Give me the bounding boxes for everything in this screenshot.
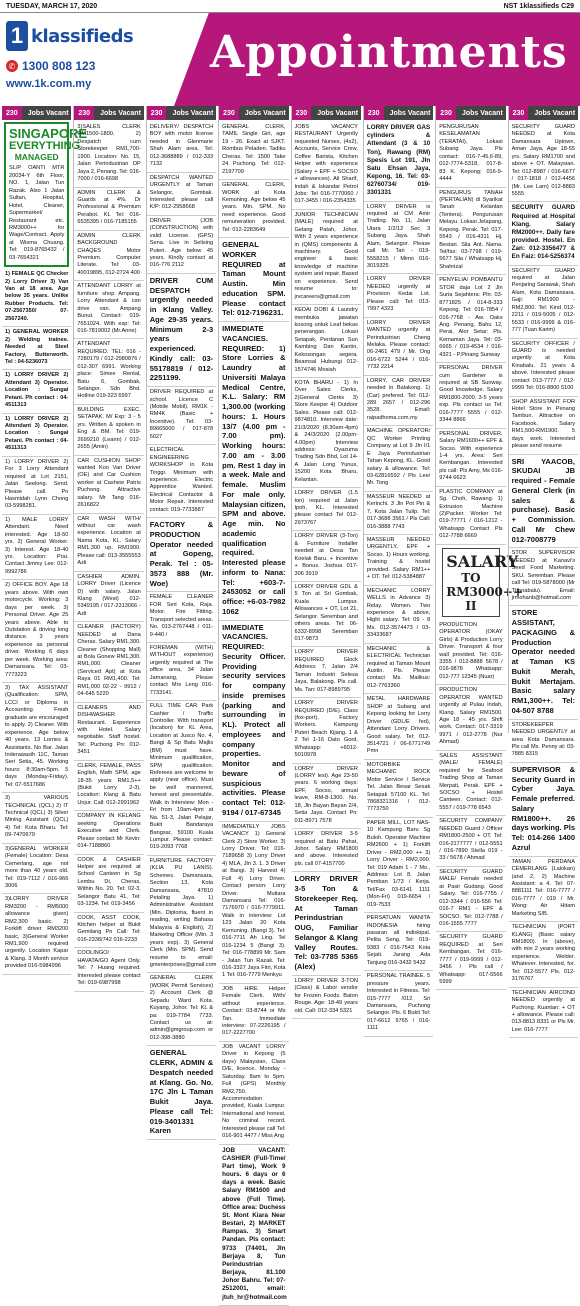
classified-ad <box>74 188 143 231</box>
classified-ad <box>147 122 216 173</box>
ad-headline: SECURITY GUARD Required at Hospital Klang. Salary RM2000++. Daily fare provided. Hostel. En Zan: 012-3356477 & En Faiz: 014-5256374 <box>511 204 575 261</box>
ad-text: SL/P OANTI MTR 20034-Y 6th Floor, NO. 1, Jalan Tun Razak. Also 1 Jalan Sultan, Hospital, Hotel, Cleaner, Supermarket/ Restaurant etc. RM3000++ for Wage/Contract. Apply at Wisma Chuang. Tel: 019-8765432 / 03-7654321 <box>9 165 65 261</box>
ad-text: SALES ASSISTANT (MALE/ FEMALE) required for Seafood Trading Shop at Taman Merpati, Perak. EPF + SOCSO + Hostel Canteen. Contact: 012-5557 / 019-778 6543 <box>439 752 503 811</box>
section-title: Appointments <box>210 27 568 78</box>
salary-amount: TO RM3000++ II <box>446 570 524 613</box>
classified-ad <box>436 275 505 363</box>
category-number: 230 <box>2 106 22 120</box>
classified-ad <box>509 720 578 763</box>
category-number: 230 <box>74 106 94 120</box>
classified-ad <box>74 761 143 812</box>
phone-icon: ✆ <box>6 60 18 72</box>
classified-ad <box>509 266 578 339</box>
classified-ad <box>147 216 216 274</box>
issue-date: TUESDAY, MARCH 17, 2020 <box>6 2 98 10</box>
classified-ad <box>2 844 71 895</box>
classified-ad <box>364 913 433 971</box>
ad-text: STOR SUPERVISOR NEEDED at Kanavi's Seed Food Marketing. SKU. Seremban. Please call Tel: 019-5878000 (Mr Thanabalu). Email: jrmohanb@hotmail.com <box>511 550 575 602</box>
ad-text: PERSONAL DRIVER. Salary RM1600++ EPF & Socso. With experience 1-4 yrs. Area: Seri Kembangan. Interested pls call: Pls Amy, Ms 016-9744 6623 <box>439 430 503 482</box>
ad-headline: JOB VACANT: CASHIER (Full-Time/ Part time), Work 9 hours. 6 days or 6 days a week. Basic Salary RM1600 and above (Full Time). Office area: Duchess St. Mont Kiara Near Bestari, 2) MARKET Rampas. 3) Smart Pandan. Pls contact: 9733 (74401, Jln Berjaya 8, Tun Perindustrian Berjaya, 81.100 Johor Bahru. Tel: 07-2512001, email: jtuh_hr@hotmail.com <box>222 1146 287 1301</box>
ad-text: LORRY DRIVER (3-Ton) & Furniture Installer needed at Desa Tan Koelak Baru. + Incentive + Bonus. Joshua 017-306 3919 <box>294 533 358 577</box>
ad-text: ELECTRICAL ENGINEERING WORKSHOP in Kota Tinggi. Minimum with experience. Electric Apprentice Wanted. Electrical Contactor & Motor Repair. Interested contact: 019-7733887 <box>149 447 214 513</box>
ad-headline: FACTORY & PRODUCTION Operator needed at Gopeng, Perak. Tel : 05-3573 888 (Mr. Woe) <box>149 520 214 588</box>
ad-text: JOB VACANT LORRY Driver in Kepong (5 days) Malaysian, Class D/E, licence. Monday - Saturday. 8am to 5pm. Full (GPS) Monthly RM2,750. Accommodation provided, Kuala Lumpur. International and honest. No criminal record. Interested please call Tel: 016-901 4477 / Miss Ang <box>222 1043 286 1140</box>
classified-ad <box>509 857 578 923</box>
ad-text: ATTENDANT LORRY at furniture shop Ampang. Lorry Attendant & can drive van. Ampang Bunut. Contact: 019-7651024. With exp: Tel: 016-7819002 (Mr.Anne) <box>77 283 141 334</box>
ad-text: 1) MALE LORRY Attendant. Need interested. Age 18-50 yrs. 2) General Worker. 3) Interest. Age 18-40 yrs. Location: Prai. Contact Jimmy Lee: 012-9992786 <box>5 516 69 575</box>
classified-ad <box>292 764 361 830</box>
classified-ad <box>74 514 143 572</box>
classified-ad <box>147 274 216 387</box>
classified-ad <box>436 685 505 751</box>
ad-column <box>508 106 578 1033</box>
ad-text: COMPANY IN KELANG seeking Operations Executive and Clerk. Please contact Mr Kevin: 014-7188860 <box>77 813 141 850</box>
classified-ad <box>74 572 143 623</box>
featured-ad-heading: MANAGED <box>14 152 59 163</box>
ad-text: PENGURUS TANAH (PERTALIAN) di Syarikat Tanah Kelantan (Tentera). Pengurusan Melayu. Lokasi Jelapang, Kepong. Perak. Tel: 017-5543 / 016-4311 Hj. Bestari. Sila Ant. Nama. Tel/fax: 03-7798 / 019-5677 Sila / Whatsapp Hj. Shahrizal <box>439 189 503 270</box>
classified-ad <box>219 180 288 238</box>
ad-text: FEMALE CLEANER FOR Seri Kota, Raja. Motor. Fire Fitting. Transport selected areas. No. 013-2767448 / 011-9-440 / <box>149 594 214 638</box>
classified-ad <box>364 426 433 492</box>
classified-ad <box>292 872 361 976</box>
classified-ad <box>219 322 288 621</box>
classified-ad <box>436 487 505 545</box>
ad-headline: 1) LORRY DRIVER 2) Attendant 3) Operator. Location : Sungai Petani. Ph contact : 04-4511313 <box>5 372 69 409</box>
classified-ad <box>364 694 433 760</box>
classified-ad <box>219 238 288 322</box>
classified-ad <box>147 445 216 518</box>
ad-headline: IMMEDIATE VACANCIES. REQUIRED: 1) Store Lorries & Laundry at Universiti Malaya Medical Centre, K.L. Salary: RM 1,300.00 (working hours: 1. Hours 13/7 (4.00 pm - 7.00 pm). Working hours: 7.00 am - 3.00 pm. Rest 1 day in a week. Male and female. Muslim For male only. Malaysian citizen, SPM and above. Age min. No academic qualification required. Interested please inform to Nana: Tel: +603-7-2453052 or call office: +6-03-7982 1062 <box>222 324 286 616</box>
classified-ad <box>74 913 143 949</box>
ad-column <box>363 106 433 1032</box>
classified-ad <box>147 643 216 701</box>
classified-ad <box>74 405 143 456</box>
ad-text: PERSONAL TRAINEE. 5 pressure years. Interested in Fitness. Tel: 015-7777 /012 Sri Damansara, Puchong Selangor. Pls. 6 Bukit Tel: 017-6612 9765 / 016-1111 <box>366 973 431 1032</box>
classified-ad <box>147 173 216 216</box>
ad-headline: 1) GENERAL WORKER 2) Welding trainee. Needed at Steel Factory, Butterworth. Tel : 04-5236073 <box>5 329 69 365</box>
classified-ad <box>74 948 143 991</box>
ad-text: SHOP ASSISTANT FOR Hotel Store in Penang Tambun. Attractive on Facebook. Salary RM1,500-RM1900. 5 days work. Interested please send resume <box>511 398 575 450</box>
ad-column <box>435 106 524 985</box>
classified-ad <box>2 793 71 844</box>
ad-text: GENERAL CLERK (WORK Permit Services) 2) Account Clerk @ Sepadu Ward Kota. Kuyang, Johor. Tel: KL & pa: 019-7784 7733. Contact us at: admin@gmgroup.com or 012-398-3880 <box>149 975 214 1041</box>
ad-text: LORRY DRIVER 3-5 required at Batu Pahat, Johor. Salary RM1800 and above. Interested pls. call 07-4157700 <box>294 831 358 867</box>
page-reference: NST 1klassifieds C29 <box>503 2 574 10</box>
logo-wordmark: klassifieds <box>31 25 134 47</box>
classified-ad <box>219 1042 288 1145</box>
ad-text: PLASTIC COMPANY at Sg. Choh, Rawang. 1) Extrusion Machine (2)Packer. Worker Tel: 019-77771 / 016-1212 - Whatsapp Contact Pls 012-7788 6669 <box>439 488 503 540</box>
category-number: 230 <box>219 106 239 120</box>
ad-text: TECHNICIAN (PORT KLANG) (Basic salary RM1800). In (above), with min 2 years working experience. Welder. Whatever. Interested, for. Tel: 012-5577 Pls. 012-3176767 <box>511 924 575 983</box>
classified-ad <box>509 606 578 719</box>
classified-ad <box>292 647 361 698</box>
classified-ad <box>292 829 361 872</box>
classified-ad <box>364 318 433 376</box>
ad-text: METAL HARDWARE SHOP at Subang and Kepong looking for Lorry Driver (GDL/E fed), Attendant Lorry Drivers. Good salary. Tel: 012-3514721 / 06-6771749 Pmn <box>366 696 431 755</box>
classified-ad <box>147 973 216 1046</box>
classified-ad <box>147 1046 216 1140</box>
ad-text: SECURITY GUARD REQUIRED at Seri Kembangan. Tel: 016-7777 / 019-9999 / 012-3456 / Pls call / Whatsapp: 017-5566 5999 <box>439 934 503 985</box>
ad-column <box>73 106 143 987</box>
ad-text: PENGURUSAN KESELAMATAN (TERATAI), Lokasi Subang Jaya. Pls contact: 016-7-45,6-89, 012-7774-5318, 017-8-83 K. Kepong: 016-9-4444 <box>439 124 503 183</box>
classified-ad <box>2 414 71 457</box>
ad-text: PAPER MILL, LOT NAS-10 Kampung Baru Sg Buloh. Operator Machine RM2600 + 1) Forklift Driver - RM2,000 ++ 3) Lorry Driver - RM2,000. Tel: 019 Adam 1 - 7 Mo., Address: Lot 8, Jalan Pemban 1/73 / Kerja. Tel/Fax 03-6141 1111 (Mon-Fri) 019-6654 / 019-7533 <box>366 819 431 908</box>
ad-headline: 1) LORRY DRIVER 2) Attendant 3) Operator. Location : Sungai Petani. Ph contact : 04-4511313 <box>5 415 69 452</box>
ad-text: BUILDING EXEC. SETAPAK. M/ Exp: 3 - 5 yrs. Written & spoken in Eng & BM. Tel: 019-2699210 (Leann) / 012-2655 (Amin) <box>77 406 141 451</box>
ad-column <box>218 106 288 1301</box>
classified-ad <box>2 370 71 413</box>
classified-ad <box>436 867 505 933</box>
ad-text: JOBS VACANCY RESTAURANT Urgently requested Nurses, (4x2), Accounts, Service Crew, Coffee Barista, Kitchen Helper with experience (Salary + EPF + SOCSO + allowances). Ali Sharif, Indah & Iskandar Petrol Jobs: Tel 016-7770060 / 017-3455 / 016-2354335 <box>294 124 358 205</box>
classified-ad <box>2 683 71 793</box>
ad-text: DRIVER REQUIRED at school. Licence C (Mobile Mobil). RM1K - RM4K (Basic + Incentive). Tel: 03-89665000 / 017-878 5027 <box>149 389 214 440</box>
ad-text: LORRY DRIVER 3-TON (Class) & Labor vendor for Frozen Foods. Baton Rouge. Age: 18-49 years old. Call: 012-334 5321 <box>294 977 358 1014</box>
salary-heading: SALARY <box>446 551 519 571</box>
classified-ad <box>364 818 433 913</box>
classified-ad <box>74 622 143 702</box>
classified-ad <box>364 760 433 818</box>
ad-text: LORRY DRIVER (1.5 ton) required at Jalan Ipoh, KL. Interested please contact Tel 012-2973767 <box>294 490 358 526</box>
ad-column <box>2 106 88 970</box>
classified-ad <box>74 855 143 913</box>
ad-text: FOREMAN (WITH) WITHOUT experience) urgently required at The office area, 34 Jalan Jamanang, Please contact Mrs Leng 016-7733141. <box>149 645 214 696</box>
ad-column <box>146 106 217 1136</box>
ad-text: CASHIER ADMIN. LORRY Driver (Licence D) with salary. Jalan Klang (West) 012-5349195 / 017-2313066 - Azli <box>77 573 141 617</box>
classified-ad <box>2 515 71 581</box>
category-number: 230 <box>436 106 456 120</box>
column-header <box>74 106 143 120</box>
logo-digit: 1 <box>6 21 28 51</box>
ad-text: SECURITY GUARD MALE/ Female needed at Pasir Gudang. Good Salary. Tel: 016-7755 / 012-3344 / 016-556 Tel: 016-7 RM1 - EPF & SOCSO. Tel: 012-7788 / 016-1555 7777 <box>439 868 503 927</box>
ad-text: LORRY DRIVER NEEDED urgently at Provision Kedai Lot. Please call: Tel: 013-7997 4323 <box>366 276 431 313</box>
classified-ad <box>74 122 143 188</box>
classified-ad <box>436 188 505 276</box>
ad-text: SECURITY COMPANY NEEDED Guard / Officer RM1800-2500 + OT. Tel: 016-2177777 / 012-5551 / 016-7890 Stella 019 - 33 / 5678 / Ahmad <box>439 818 503 862</box>
section-banner <box>0 13 580 106</box>
classified-ad <box>436 932 505 990</box>
featured-ad <box>4 122 88 267</box>
ad-text: FURNITURE FACTORY (KLIA PU LANIS). Schemes. Damansara, Section 13, Kota Damansara, 47810 Petaling Jaya. 1) Administrative Assistant (Min. Diploma, fluent in reading, writing Bahasa Malaysia & English), 2) Marketing Officer (Min. 3 years exp). 3) General Clerk (Min. SPM). Send resume to email: gmenterprises@gmail.com <box>149 857 217 968</box>
page-header-strip <box>0 0 580 13</box>
ad-text: TAMAN PERDANA CEMERLANG (Lalokan) (and 2, 2) Machine Assistant: a 4. Tel: 07-8881111 Tel: 016-7777 / 016-7777 / 019 / Mr. Wong: Air Hitam Marketing S/B. <box>511 858 575 917</box>
classified-ad <box>292 698 361 764</box>
classified-ad <box>74 811 143 854</box>
brand-logo[interactable] <box>6 21 176 90</box>
classified-ad <box>147 701 216 856</box>
category-label: Jobs Vacant <box>317 109 359 117</box>
ad-text: MECHANIC LORRY WELLS in Advance 3) Relay. Women. Two experience & above, Hight salary. Tel: 09 - 8 Ms. 012-3574473 / 03-33433687 <box>366 587 431 639</box>
classified-ad <box>436 122 505 188</box>
column-header <box>364 106 433 120</box>
classified-ad <box>219 1145 288 1306</box>
category-number: 230 <box>292 106 312 120</box>
classified-ad <box>74 231 143 282</box>
ad-text: SECURITY OFFICER / GUARD is needed urgently at Kota Kinabalu. 21 years & above. Interested please contact 013-7777 / 012-9999 Tel: 016-8800 5100 <box>511 340 575 392</box>
ad-text: CAR CUSHION SHOP wanted Koo Van Driver (OE) and Car Cushion worker at Cashew Patris Puchong. Attractive salary. Mr Tang 016-2616822 <box>77 457 141 509</box>
classified-ad <box>364 202 433 275</box>
column-header <box>219 106 288 120</box>
classified-ad <box>2 457 71 515</box>
category-label: Jobs Vacant <box>100 109 141 117</box>
ad-text: 3) TAX ASSISTANT (Qualification: SPM, LCCI or Diploma in Accounting. Fresh graduate are encouraged to apply. 2) Cleaner. With experience. Age below 40 years. 13 Lorries & Assistants. No Bar. Jalan Inderawasih 11C, Taman Seri Setia, 45. Working hours: 8:30am-5pm. 5 days (Monday-Friday). Tel: 07-5517686 <box>5 685 69 788</box>
ad-text: PRODUCTION OPERATOR (OKAY Girls) & Production Lorry Driver. Transport & four wall provided. Tel: 016-3355 / 012-8888 5678 / 016-9878 Whatsapp: 012-777 12345 (Nuar) <box>439 621 503 680</box>
column-header <box>436 106 505 120</box>
classified-ad <box>147 387 216 445</box>
category-label: Jobs Vacant <box>27 109 69 117</box>
classified-ad <box>364 122 433 202</box>
ad-text: MASSEUR NEEDED at Kerinchi. 3 Jln Pot Pin & 7, Kota Jalan Tulip. Tel: 017-3688 3561 / Pls Call: 016-3888 7743 <box>366 493 431 530</box>
ad-text: LORRY DRIVER is required at CM Amir Trading. No. 11, Jalan Utara 1/2/12 Sec 3 Subang Jaya. Shah Alam, Selangor. Please call Mr. Tan - 019-5558215 / Mimo 016-3019325 <box>366 203 431 270</box>
column-header <box>2 106 71 120</box>
category-label: Jobs Vacant <box>244 109 286 117</box>
ad-headline: SUPERVISOR & Security Guard in Cyber Jaya. Female preferred. Salary RM1800++. 26 days working. Pls Tel: 014-266 1400 Azrul <box>511 764 575 852</box>
ad-text: ADMIN CLERK BACKGROUND CHAQES Motor Premium. Computer Literate. Tel: 03-40019895, 012-2724 400 <box>77 232 141 276</box>
category-label: Jobs Vacant <box>534 109 576 117</box>
ad-columns <box>0 106 580 1301</box>
classified-ad <box>147 856 216 974</box>
ad-headline: LORRY DRIVER 3-5 Ton & Storekeeper Req. At Taman Perindustrian OUG, Familiar Selangor & Klang Valley Routes. Tel: 03-7785 5365 (Alex) <box>294 874 358 971</box>
classified-ad <box>74 703 143 761</box>
classified-ad <box>292 976 361 1019</box>
ad-text: 2) OFFICE BOY. Age 18 years above. With own motorcycle. Working: 3 days per week. 3) Personal Driver. Age 25 years above. Able to Outstation & driving long distance. 3 years experience as personal driver. Working 6 days per week. Working area: Damansara. Tel: 03-7773223 <box>5 582 69 678</box>
classified-ad <box>292 488 361 531</box>
ad-text: LORRY DRIVER WANTED urgently at Perindustrian Cheng Melaka. Please contact: 06-2461 479 / Mr. Ong 016-6722 5244 / 016-7732 2214 <box>366 319 431 371</box>
hotline[interactable] <box>6 59 176 73</box>
ad-text: TECHNICIAN AIRCOND NEEDED urgently at Puchong. Kuantan: + OT + allowance. Please call: 013-8813 8331 or Pls Mr. Lee: 016-7777 <box>511 989 575 1033</box>
ad-text: COOK, ASST COOK, Kitchen helper at Bukit Gemilang Pn Call: Tel: 016-2338/742 016-2233 <box>77 914 141 943</box>
featured-ad-heading: EVERYTHING <box>9 139 81 152</box>
ad-headline: LORRY DRIVER GAS cylinders & Attendant (3 & 10 Ton), Rawang (RM) Spesis Lot 191, Jln Satu Ehsan Jaya, Kepong, 16. Tel: 03-62760734/ 019-3301331 <box>366 124 431 197</box>
ad-text: PERSONAL DRIVER cum Gardener is required at SB Sunway. Good knowledge. Salary RM1800-2000. 3-5 years exp. Pls contact us Tel: 016-7777 5555 / 012-3344 8866 <box>439 365 503 424</box>
classified-ad <box>74 281 143 339</box>
classified-ad <box>436 429 505 487</box>
ad-text: 3)GENERAL WORKER (Female) Location: Desa Cemerlang, age not more than 40 years old. Tel: 019-7112 / 016-966 3006 <box>5 845 69 889</box>
ad-text: COOLINGO/ HAVATA/GO Agent Only. Tel: 7 Huang required. Interested please contact Tel: 019-6987998 <box>77 950 141 987</box>
ad-text: ADMIN CLERK & Guards at 4%. Dr Professional & Premium Perabot. KL Tel: 016-6535395 / 016-7185155 <box>77 189 141 226</box>
classified-ad <box>364 376 433 427</box>
ad-headline: GENERAL WORKER REQUIRED at Taman Mount Austin. Min education SPM. Please contact Tel: 012-7196231. <box>222 240 286 318</box>
ad-text: DRIVER (JOB (CONSTRUCTION) with valid License. (GPS) Sena. Live in Selising Puteri. Age below 45 years. Kindly contact at 016-776 2112 <box>149 217 214 269</box>
ad-text: GENERAL CLERK, WORK at Kota Kemuning. Age below 45 years. Min. SPM. No need experience. Good remuneration provided. Tel: 012-2283649 <box>222 182 286 233</box>
ad-text: LORRY DRIVER REQUIRED Glock Address: 7, Jalan 2/4 Taman Industri Selesa Jaya, Balakong. Pls call. Ms. Tan: 017-8989795 <box>294 649 358 693</box>
ad-text: DESPATCH WANTED URGENTLY at Taman Selangor, Gombak. Interested please call K/P: 012-2958668 <box>149 174 214 211</box>
ad-text: MOTORBIKE MECHANIC ROCK Motor Service / Service Tel. Jalan Besar Sesak Setapak 57100 KL. Tel: 7868321316 / 012-7773750 <box>366 761 431 813</box>
classified-ad <box>147 518 216 592</box>
classified-ad <box>2 894 71 974</box>
ad-column <box>291 106 361 1014</box>
ad-text: 3)LORRY DRIVER RM3200 - RM5000 allowance given) RM2,300 basic. 2) Forklift driver RM3200 basic, 3)General Worker RM1,900 required urgently. Location Kapar & Klang. 3 Month service provided 016-5984996 <box>5 896 69 970</box>
ad-text: PRODUCTION OPERATOR WANTED urgently at Pulau Indah, Klang. Salary RM1500. Age 18 - 45 yrs. Shift work. Contact: 017-3319 9971 / 012-2778 (Nur Ahmad) <box>439 687 503 746</box>
ad-text: GENERAL CLERK, TAMIL Single Girl, age 19 - 26. Exact at SJKT. Rombus Peladen. Tadiku Cheras. Tel: 1500 Take 24 Puchong. Tel: 012-2197709 <box>222 124 286 175</box>
classified-ad <box>509 455 578 549</box>
classified-ad <box>2 580 71 683</box>
category-number: 230 <box>364 106 384 120</box>
column-header <box>292 106 361 120</box>
ad-text: FULL TIME CAR Park Cashier / Traffic Controller. With transport (location) for KL Area, Location at Jusco No. 4, Bangi & Sp Batu Majlis (BM) must have. Minimum qualification, SPM qualification. Referees are welcome to apply (near office). Must be well mannered, honest and presentable. Walk in Interview: Mon - Fri from 10am-4pm at Na. 51-3, Jalan Pelajar, Bukit Bandaraya Bangsar, 59100 Kuala Lumpur. Please contact: 019-2093 7768 <box>149 703 214 851</box>
ad-text: SECURITY GUARD NEEDED at Kota Damansara Uptown, Aman Jaya. Age 18-55 yrs. Salary RM1700 and above + OT. Malaysian. Tel: 012-8987 / 016-6677 / 017-1818 / 012-4456 (Mr. Lee Lam) 012-8883 5555 <box>511 124 575 197</box>
ad-headline: DRIVER CUM DESPATCH urgently needed in Klang Valley. Age 29-35 years. Minimum 2-3 years experienced. Kindly call: 03-55178819 / 012-2251199. <box>149 275 214 383</box>
classified-ad <box>219 621 288 822</box>
classified-ad <box>219 822 288 984</box>
category-label: Jobs Vacant <box>172 109 214 117</box>
ad-text: MACHINE OPERATOR/ QC Worker Printing Company at Lot 9 Jln I/1 E Jaya Perindustrian Tahan Kepong, KL. Good salary & allowance. Tel: 03-62816592 / Pls Lee/ Mr. Tong <box>366 428 431 487</box>
salary-banner-ad <box>442 548 524 617</box>
classified-ad <box>364 586 433 644</box>
classified-ad <box>509 202 578 265</box>
ad-text: 1) LORRY DRIVER 2) For 3 Lorry Attendant required at Lot 2151, Jalan Seelong. Send. Please call. Pn Hasmidah Lynn Chong 03-5998281. <box>5 458 69 510</box>
category-label: Jobs Vacant <box>389 109 431 117</box>
classified-ad <box>364 971 433 1037</box>
classified-ad <box>436 751 505 817</box>
classified-ad <box>509 548 578 606</box>
website-link[interactable]: www.1k.com.my <box>6 78 92 90</box>
ad-text: CLERK, FEMALE, PASS English, Math SPM, age 18-35 years RM1,5++ (Bukit Lorry 2-3). Location: Klang & Batu Unjur. Call: 012-2991962 <box>77 762 141 806</box>
classified-ad <box>364 492 433 535</box>
ad-text: LORRY DRIVER REQUIRED (D/E). Class (fox-port), Factory Workers. Kampung Puteri Beach Kijang. 1 & 2 Tel 1-16 Dato Gord, Whatsapp: +6012-5010978 <box>294 700 358 759</box>
ad-headline: STORE ASSISTANT, PACKAGING & Production Operator needed at Taman KS Bukit Merah, Bukit Mertajam. Basic salary RM1,300++. Tel: 04-507 8788 <box>511 608 575 715</box>
classified-ad <box>292 122 361 210</box>
featured-ad-heading: SINGAPORE <box>9 126 88 141</box>
ad-text: SECURITY GUARD required at Jalan Penjaring Sarawak, Shah Alam, Kota Damansara. Gaji: RM1900 - RM2,800. Tel: Kind 012-2211 / 019-5005 / 012-5533 / 016-9999 & 016-777 (Tuan Karim) <box>511 267 575 334</box>
ad-text: ATTENDANT REQUIRED. TEL: 016 - 7280179 / 012-2980876 / 012-307 6991. Working place: Simee Rental, Batu 6, Gombak, Selangor. Sdn Bhd. Hotline 019-323 6997 <box>77 341 141 400</box>
ad-text: JUNIOR TECHNICIAN (MALE) required at Gelang Patah, Johor. With 2 years experience in (QMS) components & machinery. Good engineer & basic knowledge of machine system and repair. Based on experience. Send resume to: jrvcareers@gmail.com <box>294 211 358 300</box>
ad-text: PENYELIA/ POMBANTU STOR daja Lot 2 Jln Suria Sejahtera: Pln: 03-8771825 / 014-8-333 Kepong. Tel: 016-7854 / 016-7768 - Aw. Oaks Ang. Penang, Bahu 12, Perai, Alor Setar: Pls. Kemaman Jaya. Tel: 03-6665 / 019-4534 / 016-4321 - P.Pinang Sunway <box>439 277 503 358</box>
classified-ad <box>436 620 505 686</box>
classified-ad <box>292 210 361 305</box>
classified-ad <box>509 339 578 397</box>
ad-text: DELIVERY/ DESPATCH BOY with motor license needed in Glenmarie Shah Alam area. Tel: 012-3688889 / 012-333 7132 <box>149 124 214 168</box>
classified-ad <box>292 582 361 648</box>
hotline-number: 1300 808 123 <box>22 59 96 73</box>
classified-ad <box>436 363 505 429</box>
ad-text: LORRY DRIVER (LORRY lesi). Age 23-50 years. 6 working days: EPF, Socso, annual leave, RM-8-1300. No. 18, Jln Bayan Bayan 2/4, Setia Jaya. Contact Pn: 011-8971 7578 <box>294 765 358 824</box>
ad-text: COOK & CASHIER Helper are required at School Canteen in Sg Lembu Di, Cheras, Within No. 20. Tel: 02-3, Selangor Batu 41, Tel: 03-1234. Tel: 019-3456 <box>77 856 141 908</box>
ad-headline: IMMEDIATE VACANCIES. REQUIRED: Security Officer. Providing security services for company inside premises (parking and surrounding in KL). Protect all employees and company properties. Monitor and beware of suspicious activities. Please contact Tel: 012-9194 / 017-67345 <box>222 622 286 817</box>
classified-ad <box>74 339 143 405</box>
ad-text: JOB HIRE Helper Female Clerk. With/ without experience. Contact: 03-8744 or Ms Tan. Immediate interview: 07-2226195 / 017-2227700 <box>222 985 286 1037</box>
ad-text: IMMEDIATELY JOBS VACANCY 1) General Clerk 2) Store Worker. 3) Lorry Driver. Tel: 016-7189658 3) Lorry Driver 4) MLA, Jln 3. 1. 3 Driver at Bangi. 3) Harvest 4) Full 4) Lorry Driver. Contact person: Lorry Driver. Mutiara Damansara Tel: 016-7176970 / 016-7779911. Walk in interview: Lot 123 Jalan 20 Kota Kemuning. (Bangi 3). Tel: 016-7711 Ah Ling. Tel 016-1234 5 (Bangi 3). Tel: 016-778899 Mr. Sam - Jalan Tun Razak. Tel: 016-3327 Jaya Fitri, Kota 1 Tel: 016-7779 Menkyu <box>222 823 286 979</box>
classified-ad <box>364 535 433 586</box>
column-header <box>147 106 216 120</box>
ad-text: CLEANERS AND DISHWASHER Restaurant. Experience with Hotel. Salary negotiable. Staff hostel. Tel: Puchong Pn: 012-3451 <box>77 704 141 756</box>
category-label: Jobs Vacant <box>461 109 503 117</box>
ad-headline: 1) FEMALE QC Checker 2) Lorry Driver 3) Van Van at 18 area. Age below 35 years. Unlike Rubber Products. Tel: 07-2567350/ 07-2567240. <box>5 271 69 322</box>
ad-headline: GENERAL CLERK, ADMIN & Despatch needed at Klang. Go. No. 17C Jln L Taman Bukit Jaya. Please call Tel: 019-3401331 Karen <box>149 1048 214 1136</box>
ad-text: PERSATUAN WANITA INDONESIA hiring pasaran all indiskipal. Pelita Seng. Tel: 019-9383 / 016-7543 Kota Sejati. Jarang Ada Tanjung 016-3432 5432 <box>366 915 431 966</box>
ad-headline: SRI YAACOB, SKUDAI JB required - Female General Clerk (in sales & purchase). Basic + Commission. Call Mr Chew 012-7008779 <box>511 456 575 544</box>
classified-ad <box>292 378 361 488</box>
classified-ad <box>219 984 288 1042</box>
ad-text: MASSEUR NEEDED URGENTLY, EPF + Socso. 1) Hours working. Training & hostel provided. Salary RM1++ + OT. Tel: 012-5384887 <box>366 537 431 581</box>
classified-ad <box>509 763 578 857</box>
classified-ad <box>219 122 288 180</box>
ad-text: 3) VARIOUS TECHNICAL (QCL) 2) IT Technical (QCL) 3) Silver Mining Assistant (QCL) 4) Tel: Kota Bharu. Tel: 09-7470679 <box>5 795 69 839</box>
category-number: 230 <box>509 106 529 120</box>
classified-ad <box>74 456 143 514</box>
ad-text: CAR WASH WITH/ without car wash experience. Location at Nama Kota, KL. Salary RM1,300 up. RM1900. Please call: 013-3555553 Azli <box>77 515 141 567</box>
ad-text: STOREKEEPER NEEDED URGENTLY at area Kota Damansara. Pls call Ms. Penny at: 03-7885 8315 <box>511 721 575 758</box>
ad-text: KEDAI DOBI & Laundry membuka jawatan kosong untuk Leaf bekas penerangan. Lokasi Setapak, Perdanan Sun Kambing Dan Kantin, Kekosongan segera. Beamsal Hubungi 012-1574746 Mosiah <box>294 307 358 373</box>
category-number: 230 <box>147 106 167 120</box>
ad-text: LORRY DRIVER GDL & 5 Ton at Sri Gombak, Kuala Lumpur. Allowances + OT, Lot 21, Selangor. Seremban and others areas. Tel: 06-6332-8998 Seremban 017-9873 <box>294 583 358 642</box>
classified-ad <box>436 816 505 867</box>
classified-ad <box>147 592 216 643</box>
ad-text: MECHANIC & ELECTRICAL Technician required at Taman Mount Austin. Pls. Please contact Ms. Malikus: 012-7763360 <box>366 645 431 689</box>
classified-ad <box>2 327 71 370</box>
ad-text: LORRY, CAR DRIVER needed in Balakong. 1) (Car) prefered. Tel: 012-289 2657 / 012-296 3528. Email: raipadhoma.com.my <box>366 377 431 421</box>
ad-text: KOTA BHARU - 1) In Over Sales Clerks, 2)General Clerks 3) Store Keeper 4) Outdoor Sales. Please call: 012-9874810. Interview date: 21/3/2020 (8.30am-4pm) & 24/3/2020 (2.00pm-4.00pm) Interview address: Oyazuma Trading Sdn Bhd, Lot 14-A Jalan Long Yunus, 15200 Kota Bharu, Kelantan. <box>294 380 358 483</box>
classified-ad <box>364 644 433 695</box>
classified-ad <box>509 922 578 988</box>
classified-ad <box>509 397 578 455</box>
column-header <box>509 106 578 120</box>
classified-ad <box>364 274 433 317</box>
classified-ad <box>509 988 578 1039</box>
classified-ad <box>292 305 361 378</box>
classified-ad <box>2 269 71 327</box>
classified-ad <box>292 531 361 582</box>
ad-text: CLEANER (FACTORY) NEEDED at Dana Cheras. Salary RM1,300. Cleaner (Shopping Mall) at Bola Gonew RM1,300. RM1,000. Cleaner (Serviced Apt) at Kota Raya 01 RM1,400. Tel: RM1,000 02-22 - 9912 / 04-645 5220 <box>77 624 141 698</box>
ad-text: 3)SALES CLERK RM1500-1800. 2) Despatch cum Storekeeper RM1,700-1900. Location: No. 15, Jalan Perindustrian DP Jaya 2, Penang. Tel: 016-7000 / 016-6698 <box>77 124 141 183</box>
classified-ad <box>509 122 578 202</box>
